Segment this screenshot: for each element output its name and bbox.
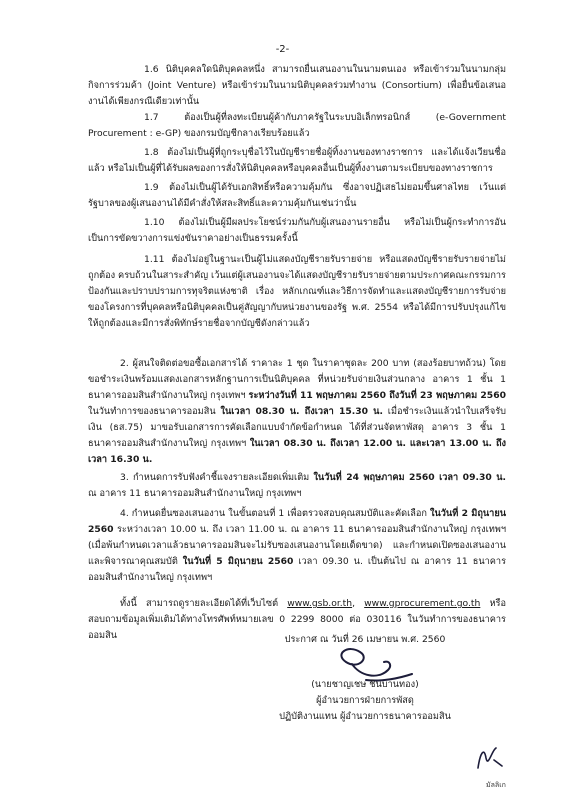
item-2-text: เมื่อชำระเงินแล้วนำใบเสร็จรับเงิน (ธส.75) มาขอรับเอกสารการคัดเลือกแบบจำกัดข้อกำหนด ได้ที่ส่วนจัดหาพัสดุ อาคาร 3 ชั้น 1 ธนาคารออมสินสำนักงานใหญ่ กรุงเทพฯ bbox=[88, 406, 506, 449]
signer-acting-position: ปฏิบัติงานแทน ผู้อำนวยการธนาคารออมสิน bbox=[279, 711, 451, 722]
gprocurement-website-link[interactable]: www.gprocurement.go.th bbox=[364, 598, 481, 609]
item-4-opening-date: ในวันที่ 5 มิถุนายน 2560 bbox=[182, 556, 294, 567]
item-2-text: 2. ผู้สนใจติดต่อขอซื้อเอกสารได้ ราคาละ 1 ชุด ในราคาชุดละ 200 บาท (สองร้อยบาทถ้วน) โดยขอชำระเงินพร้อมแสดงเอกสารหลักฐานการเป็นนิติบุคคล ที่หน่วยรับจ่ายเงินส่วนกลาง อาคาร 1 ชั้น 1 ธนาคารออมสินสำนักงานใหญ่ กรุงเทพฯ bbox=[88, 358, 506, 401]
item-4-text: ระหว่างเวลา 10.00 น. ถึง เวลา 11.00 น. ณ อาคาร 11 ธนาคารออมสินสำนักงานใหญ่ กรุงเทพฯ (เมื่อพ้นกำหนดเวลาแล้วธนาคารออมสินจะไม่รับซองเสนองานโดยเด็ดขาด) และกำหนดเปิดซองเสนองาน และพิจารณาคุณสมบัติ bbox=[88, 524, 506, 567]
item-2-paragraph bbox=[88, 356, 506, 468]
clause-1-9: 1.9 ต้องไม่เป็นผู้ได้รับเอกสิทธิ์หรือความคุ้มกัน ซึ่งอาจปฏิเสธไม่ยอมขึ้นศาลไทย เว้นแต่รัฐบาลของผู้เสนองานได้มีคำสั่งให้สละสิทธิ์และความคุ้มกันเช่นว่านั้น bbox=[88, 182, 506, 209]
item-3-text: 3. กำหนดการรับฟังคำชี้แจงรายละเอียดเพิ่มเติม bbox=[120, 472, 314, 483]
item-2-text: ในวันทำการของธนาคารออมสิน bbox=[88, 406, 221, 417]
item-3-paragraph bbox=[88, 470, 506, 502]
clause-1-6: 1.6 นิติบุคคลใดนิติบุคคลหนึ่ง สามารถยื่นเสนองานในนามตนเอง หรือเข้าร่วมในนามกลุ่มกิจการร่วมค้า (Joint Venture) หรือเข้าร่วมในนามนิติบุคคลร่วมทำงาน (Consortium) เพื่อยื่นข้อเสนองานได้เพียงกรณีเดียวเท่านั้น bbox=[88, 64, 506, 107]
item-4-text: เวลา 09.30 น. เป็นต้นไป ณ อาคาร 11 ธนาคารออมสินสำนักงานใหญ่ กรุงเทพฯ bbox=[88, 556, 507, 583]
initials-note: มัลลิเก bbox=[486, 781, 506, 789]
item-2-sale-period: ระหว่างวันที่ 11 พฤษภาคม 2560 ถึงวันที่ 23 พฤษภาคม 2560 bbox=[248, 390, 506, 401]
signer-name: (นายชาญเชษ ชินบานทอง) bbox=[311, 679, 419, 690]
initials-mark bbox=[470, 738, 510, 778]
item-3-text: ณ อาคาร 11 ธนาคารออมสินสำนักงานใหญ่ กรุงเทพฯ bbox=[88, 488, 302, 499]
clause-1-8: 1.8 ต้องไม่เป็นผู้ที่ถูกระบุชื่อไว้ในบัญชีรายชื่อผู้ทิ้งงานของทางราชการ และได้แจ้งเวียนชื่อแล้ว หรือไม่เป็นผู้ที่ได้รับผลของการสั่งให้นิติบุคคลหรือบุคคลอื่นเป็นผู้ทิ้งงานตามระเบียบของทางราชการ bbox=[88, 147, 506, 174]
clause-1-7: 1.7 ต้องเป็นผู้ที่ลงทะเบียนผู้ค้ากับภาครัฐในระบบอิเล็กทรอนิกส์ (e-Government Procurement : e-GP) ของกรมบัญชีกลางเรียบร้อยแล้ว bbox=[88, 112, 506, 139]
signer-position: ผู้อำนวยการฝ่ายการพัสดุ bbox=[316, 695, 414, 706]
item-4-submission-date: ในวันที่ 2 มิถุนายน 2560 bbox=[88, 508, 506, 535]
clause-1-11: 1.11 ต้องไม่อยู่ในฐานะเป็นผู้ไม่แสดงบัญชีรายรับรายจ่าย หรือแสดงบัญชีรายรับรายจ่ายไม่ถูกต้อง ครบถ้วนในสาระสำคัญ เว้นแต่ผู้เสนองานจะได้แสดงบัญชีรายรับรายจ่ายตามประกาศคณะกรรมการป้องกันและปราบปรามการทุจริตแห่งชาติ เรื่อง หลักเกณฑ์และวิธีการจัดทำและแสดงบัญชีรายการรับจ่ายของโครงการที่บุคคลหรือนิติบุคคลเป็นคู่สัญญากับหน่วยงานของรัฐ พ.ศ. 2554 หรือได้มีการปรับปรุงแก้ไขให้ถูกต้องและมีการสั่งพิทักษ์รายชื่อจากบัญชีดังกล่าวแล้ว bbox=[88, 254, 506, 329]
item-3-briefing-date: ในวันที่ 24 พฤษภาคม 2560 เวลา 09.30 น. bbox=[313, 472, 507, 483]
item-4-text: 4. กำหนดยื่นซองเสนองาน ในขั้นตอนที่ 1 เพื่อตรวจสอบคุณสมบัติและคัดเลือก bbox=[120, 508, 430, 519]
closing-text: หรือสอบถามข้อมูลเพิ่มเติมได้ทางโทรศัพท์หมายเลข 0 2299 8000 ต่อ 030116 ในวันทำการของธนาคารออมสิน bbox=[88, 598, 506, 641]
clause-1-10: 1.10 ต้องไม่เป็นผู้มีผลประโยชน์ร่วมกันกับผู้เสนองานรายอื่น หรือไม่เป็นผู้กระทำการอันเป็นการขัดขวางการแข่งขันราคาอย่างเป็นธรรมครั้งนี้ bbox=[88, 217, 506, 244]
item-2-sale-hours: ในเวลา 08.30 น. ถึงเวลา 15.30 น. bbox=[220, 406, 383, 417]
item-2-pickup-hours: ในเวลา 08.30 น. ถึงเวลา 12.00 น. และเวลา 13.00 น. ถึงเวลา 16.30 น. bbox=[88, 438, 506, 465]
closing-text: ทั้งนี้ สามารถดูรายละเอียดได้ที่เว็บไซต์ bbox=[120, 598, 288, 609]
page-number: -2- bbox=[275, 44, 290, 55]
closing-text: , bbox=[352, 598, 365, 609]
item-4-paragraph bbox=[88, 506, 506, 586]
announce-date: ประกาศ ณ วันที่ 26 เมษายน พ.ศ. 2560 bbox=[284, 634, 446, 645]
gsb-website-link[interactable]: www.gsb.or.th bbox=[287, 598, 353, 609]
